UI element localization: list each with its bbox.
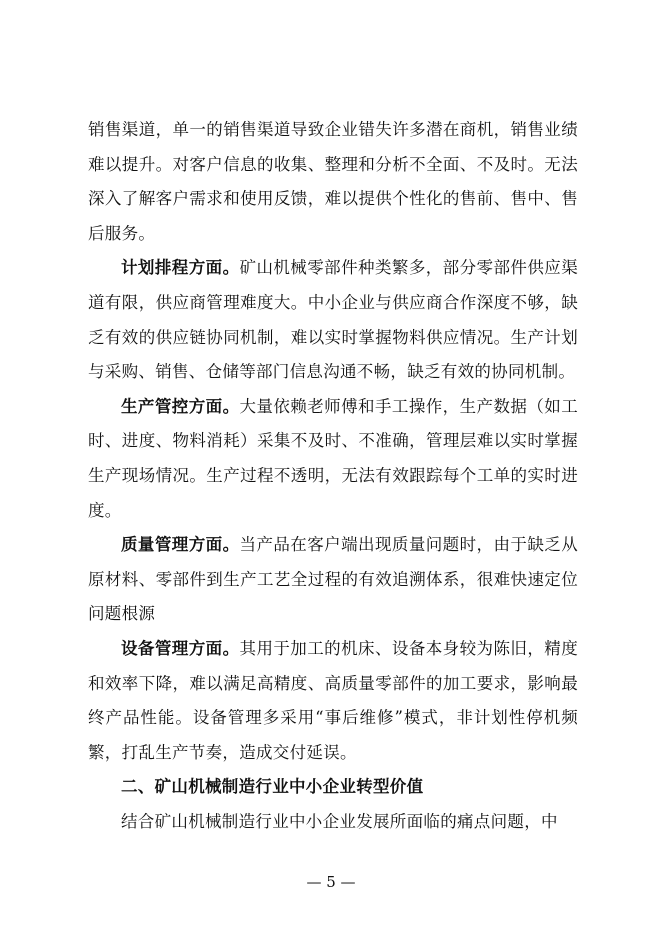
lead-planning: 计划排程方面。: [121, 258, 240, 278]
paragraph-planning: [88, 251, 578, 389]
paragraph-quality: [88, 528, 578, 632]
paragraph-equipment: [88, 632, 578, 770]
text-planning: 矿山机械零部件种类繁多，部分零部件供应渠道有限，供应商管理难度大。中小企业与供应商合作深度不够，缺乏有效的供应链协同机制，难以实时掌握物料供应情况。生产计划与采购、销售、仓储等部门信息沟通不畅，缺乏有效的协同机制。: [88, 258, 578, 382]
page-number: — 5 —: [306, 873, 356, 891]
paragraph-sales-channel: 销售渠道，单一的销售渠道导致企业错失许多潜在商机，销售业绩难以提升。对客户信息的收集、整理和分析不全面、不及时。无法深入了解客户需求和使用反馈，难以提供个性化的售前、售中、售后服务。: [88, 120, 578, 243]
page-body: [88, 113, 578, 839]
paragraph-transformation: 结合矿山机械制造行业中小企业发展所面临的痛点问题，中: [121, 811, 558, 831]
text-equipment: 其用于加工的机床、设备本身较为陈旧，精度和效率下降，难以满足高精度、高质量零部件的加工要求，影响最终产品性能。设备管理多采用“事后维修”模式，非计划性停机频繁，打乱生产节奏，造成交付延误。: [88, 638, 578, 762]
text-quality: 当产品在客户端出现质量问题时，由于缺乏从原材料、零部件到生产工艺全过程的有效追溯体系，很难快速定位问题根源: [88, 535, 578, 624]
lead-production-control: 生产管控方面。: [121, 396, 240, 416]
lead-quality: 质量管理方面。: [121, 535, 240, 555]
paragraph-production-control: [88, 390, 578, 528]
text-production-control: 大量依赖老师傅和手工操作，生产数据（如工时、进度、物料消耗）采集不及时、不准确，管理层难以实时掌握生产现场情况。生产过程不透明，无法有效跟踪每个工单的实时进度。: [88, 396, 578, 520]
lead-equipment: 设备管理方面。: [121, 638, 240, 658]
section-heading: 二、矿山机械制造行业中小企业转型价值: [121, 777, 424, 797]
